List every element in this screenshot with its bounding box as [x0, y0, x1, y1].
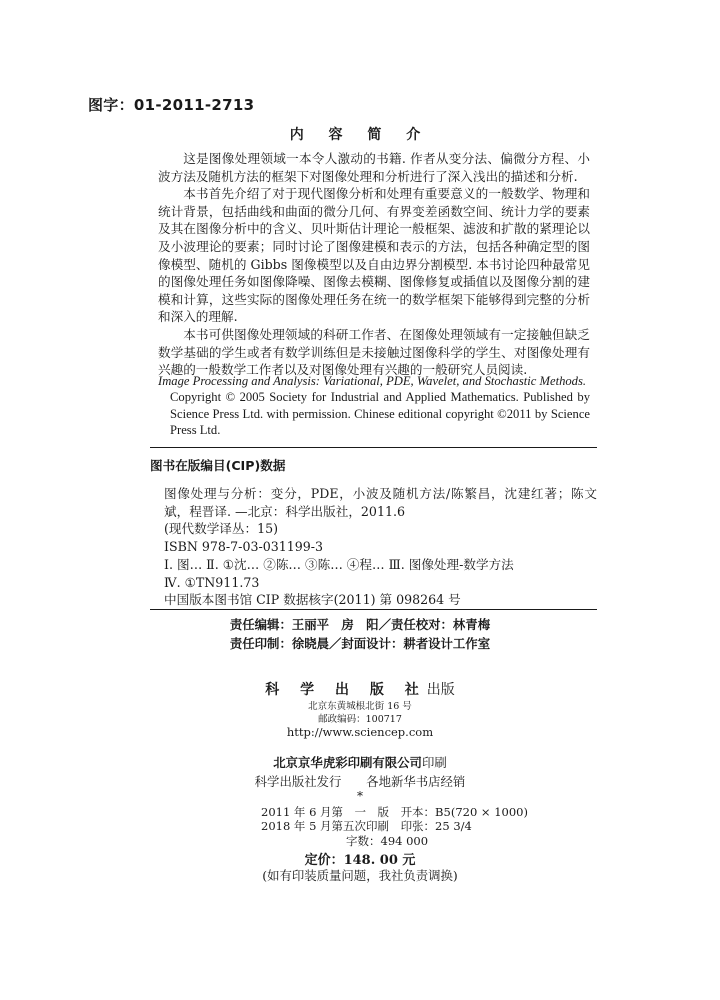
publisher-name-text: 科 学 出 版 社	[265, 682, 427, 698]
original-title: Image Processing and Analysis: Variational, PDE, Wavelet, and Stochastic Methods.	[158, 374, 587, 388]
cip-subjects-2: Ⅳ. ①TN911.73	[164, 574, 260, 590]
cip-series: (现代数学译丛：15)	[164, 521, 279, 537]
distribution-line: 科学出版社发行 各地新华书店经销	[254, 774, 466, 789]
current-printing: 2018 年 5 月第五次印刷	[261, 819, 390, 833]
summary-paragraph-2: 本书首先介绍了对于现代图像分析和处理有重要意义的一般数学、物理和统计背景，包括曲线和曲面的微分几何、有界变差函数空间、统计力学的要素及其在图像分析中的含义、贝叶斯估计理论一般框架、滤波和扩散的紧理论以及小波理论的要素；同时讨论了图像建模和表示的方法，包括各种确定型的图像模型、随机的 Gibbs 图像模型以及自由边界分割模型. 本书讨论四种最常见的图像处理任务如图像降噪、图像去模糊、图像修复或插值以及图像分割的建模和计算，这些实际的图像处理任务在统一的数学框架下能够得到完整的分析和深入的理解.	[158, 186, 590, 325]
book-format: 开本：B5(720 × 1000)	[400, 805, 528, 819]
summary-paragraph-1: 这是图像处理领域一本令人激动的书籍. 作者从变分法、偏微分方程、小波方法及随机方法的框架下对图像处理和分析进行了深入浅出的描述和分析.	[158, 151, 590, 184]
publisher-name	[0, 679, 720, 699]
cip-block	[150, 485, 597, 609]
publisher-url: http://www.sciencep.com	[286, 725, 434, 739]
summary-title: 内 容 简 介	[289, 127, 431, 143]
cip-isbn: ISBN 978-7-03-031199-3	[164, 539, 324, 555]
printer-suffix: 印刷	[421, 755, 447, 770]
cip-entry: 图像处理与分析：变分，PDE，小波及随机方法/陈繁昌，沈建红著；陈文斌，程晋译. —北京：科学出版社，2011.6	[164, 486, 597, 519]
registration-number: 图字：01-2011-2713	[88, 96, 255, 114]
divider-top	[150, 447, 597, 448]
publisher-address: 北京东黄城根北街 16 号	[308, 701, 412, 712]
edition-block	[261, 805, 528, 833]
separator-star: *	[357, 789, 363, 803]
credits-line-1: 责任编辑：王丽平 房 阳／责任校对：林青梅	[229, 617, 491, 632]
publisher-postcode: 邮政编码：100717	[318, 714, 402, 725]
credits-block	[0, 615, 720, 653]
copyright-block	[158, 373, 590, 439]
printer-name: 北京京华虎彩印刷有限公司	[273, 755, 422, 770]
word-count: 字数：494 000	[346, 834, 429, 848]
price: 定价：148. 00 元	[304, 853, 416, 868]
first-edition: 2011 年 6 月第 一 版	[261, 805, 390, 819]
publisher-address-block	[0, 700, 720, 726]
printed-sheets: 印张：25 3/4	[400, 819, 472, 833]
quality-notice: (如有印装质量问题，我社负责调换)	[262, 868, 458, 883]
cip-verification: 中国版本图书馆 CIP 数据核字(2011) 第 098264 号	[164, 592, 461, 608]
printer-line	[0, 753, 720, 771]
summary-body	[158, 150, 590, 379]
divider-bottom	[150, 609, 597, 610]
cip-subjects-1: Ⅰ. 图… Ⅱ. ①沈… ②陈… ③陈… ④程… Ⅲ. 图像处理-数学方法	[164, 556, 514, 572]
copyright-text: Copyright © 2005 Society for Industrial and Applied Mathematics. Published by Science Press Ltd. with permission. Chinese editional copyright ©2011 by Science Press Ltd.	[170, 390, 590, 438]
publisher-name-suffix: 出版	[426, 682, 455, 698]
credits-line-2: 责任印制：徐晓晨／封面设计：耕者设计工作室	[229, 636, 491, 651]
summary-paragraph-3: 本书可供图像处理领域的科研工作者、在图像处理领域有一定接触但缺乏数学基础的学生或者有数学训练但是未接触过图像科学的学生、对图像处理有兴趣的一般数学工作者以及对图像处理有兴趣的一般研究人员阅读.	[158, 326, 590, 378]
cip-heading: 图书在版编目(CIP)数据	[150, 458, 286, 473]
